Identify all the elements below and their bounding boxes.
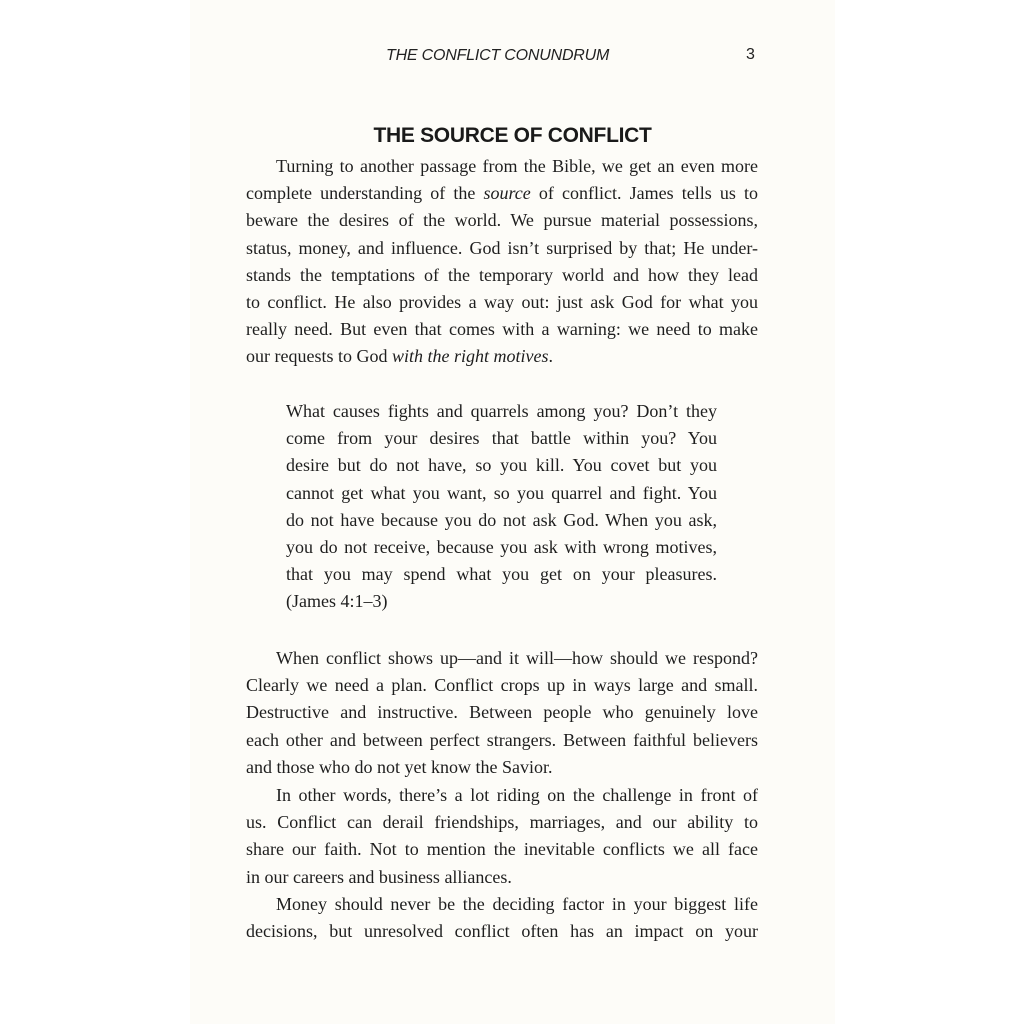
text-run: share our faith. Not to mention the inevitable conflicts we all face — [246, 839, 758, 860]
text-run: complete understanding of the — [246, 183, 484, 204]
text-line — [286, 398, 717, 425]
text-line — [246, 180, 758, 207]
running-head — [190, 47, 835, 71]
text-run: stands the temptations of the temporary world and how they lead — [246, 264, 758, 285]
text-run: beware the desires of the world. We pursue material possessions, — [246, 210, 758, 231]
text-line — [246, 699, 758, 726]
text-line — [246, 207, 758, 234]
text-run: of conflict. James tells us to — [530, 183, 759, 204]
text-line — [246, 918, 758, 945]
text-line — [286, 452, 717, 479]
text-run: Money should never be the deciding factor in your biggest life — [276, 894, 758, 914]
paragraph-2 — [246, 645, 758, 781]
text-line — [246, 672, 758, 699]
text-line — [246, 891, 758, 918]
paragraph-3 — [246, 782, 758, 891]
text-run: each other and between perfect strangers. Between faithful believers — [246, 729, 758, 750]
emphasis-text: source — [483, 183, 531, 204]
text-line — [246, 864, 758, 891]
paragraph-1 — [246, 153, 758, 371]
section-heading: THE SOURCE OF CONFLICT — [373, 124, 652, 147]
text-line — [286, 480, 717, 507]
text-run: come from your desires that battle within you? You — [286, 428, 717, 449]
paragraph-4 — [246, 891, 758, 945]
text-run: What causes fights and quarrels among you? Don’t they — [286, 401, 717, 421]
text-line — [286, 534, 717, 561]
text-line — [246, 645, 758, 672]
text-line — [286, 507, 717, 534]
text-run: our requests to God — [246, 346, 392, 367]
text-line — [246, 782, 758, 809]
text-run: When conflict shows up—and it will—how should we respond? — [276, 648, 758, 668]
text-line — [246, 754, 758, 781]
text-line — [246, 727, 758, 754]
text-line — [286, 588, 717, 615]
text-run: desire but do not have, so you kill. You covet but you — [286, 455, 717, 476]
text-line — [246, 262, 758, 289]
text-run: that you may spend what you get on your pleasures. — [286, 564, 717, 585]
text-run: Clearly we need a plan. Conflict crops up in ways large and small. — [246, 675, 758, 696]
text-run: Destructive and instructive. Between people who genuinely love — [246, 702, 758, 723]
page-number: 3 — [746, 46, 755, 63]
text-run: cannot get what you want, so you quarrel and fight. You — [286, 482, 717, 503]
text-run: us. Conflict can derail friendships, marriages, and our ability to — [246, 812, 758, 833]
text-run: Turning to another passage from the Bible, we get an even more — [276, 156, 758, 176]
text-line — [286, 425, 717, 452]
text-run: status, money, and influence. God isn’t surprised by that; He under- — [246, 237, 758, 258]
text-line — [246, 235, 758, 262]
text-run: really need. But even that comes with a warning: we need to make — [246, 319, 758, 340]
emphasis-text: with the right motives — [391, 346, 549, 367]
text-line — [246, 316, 758, 343]
text-line — [246, 836, 758, 863]
text-run: and those who do not yet know the Savior. — [246, 756, 553, 777]
book-page — [190, 0, 835, 1024]
text-line — [286, 561, 717, 588]
text-line — [246, 289, 758, 316]
running-head-title: THE CONFLICT CONUNDRUM — [386, 47, 610, 64]
text-run: . — [548, 346, 553, 367]
text-run: to conflict. He also provides a way out: just ask God for what you — [246, 291, 758, 312]
text-line — [246, 153, 758, 180]
text-line — [246, 343, 758, 370]
text-run: you do not receive, because you ask with wrong motives, — [286, 536, 717, 557]
text-run: (James 4:1–3) — [286, 591, 388, 612]
text-run: do not have because you do not ask God. When you ask, — [286, 509, 717, 530]
text-run: in our careers and business alliances. — [246, 866, 512, 887]
scripture-quote — [286, 398, 717, 616]
text-run: decisions, but unresolved conflict often has an impact on your — [246, 921, 758, 942]
text-line — [246, 809, 758, 836]
text-run: In other words, there’s a lot riding on the challenge in front of — [276, 785, 758, 805]
